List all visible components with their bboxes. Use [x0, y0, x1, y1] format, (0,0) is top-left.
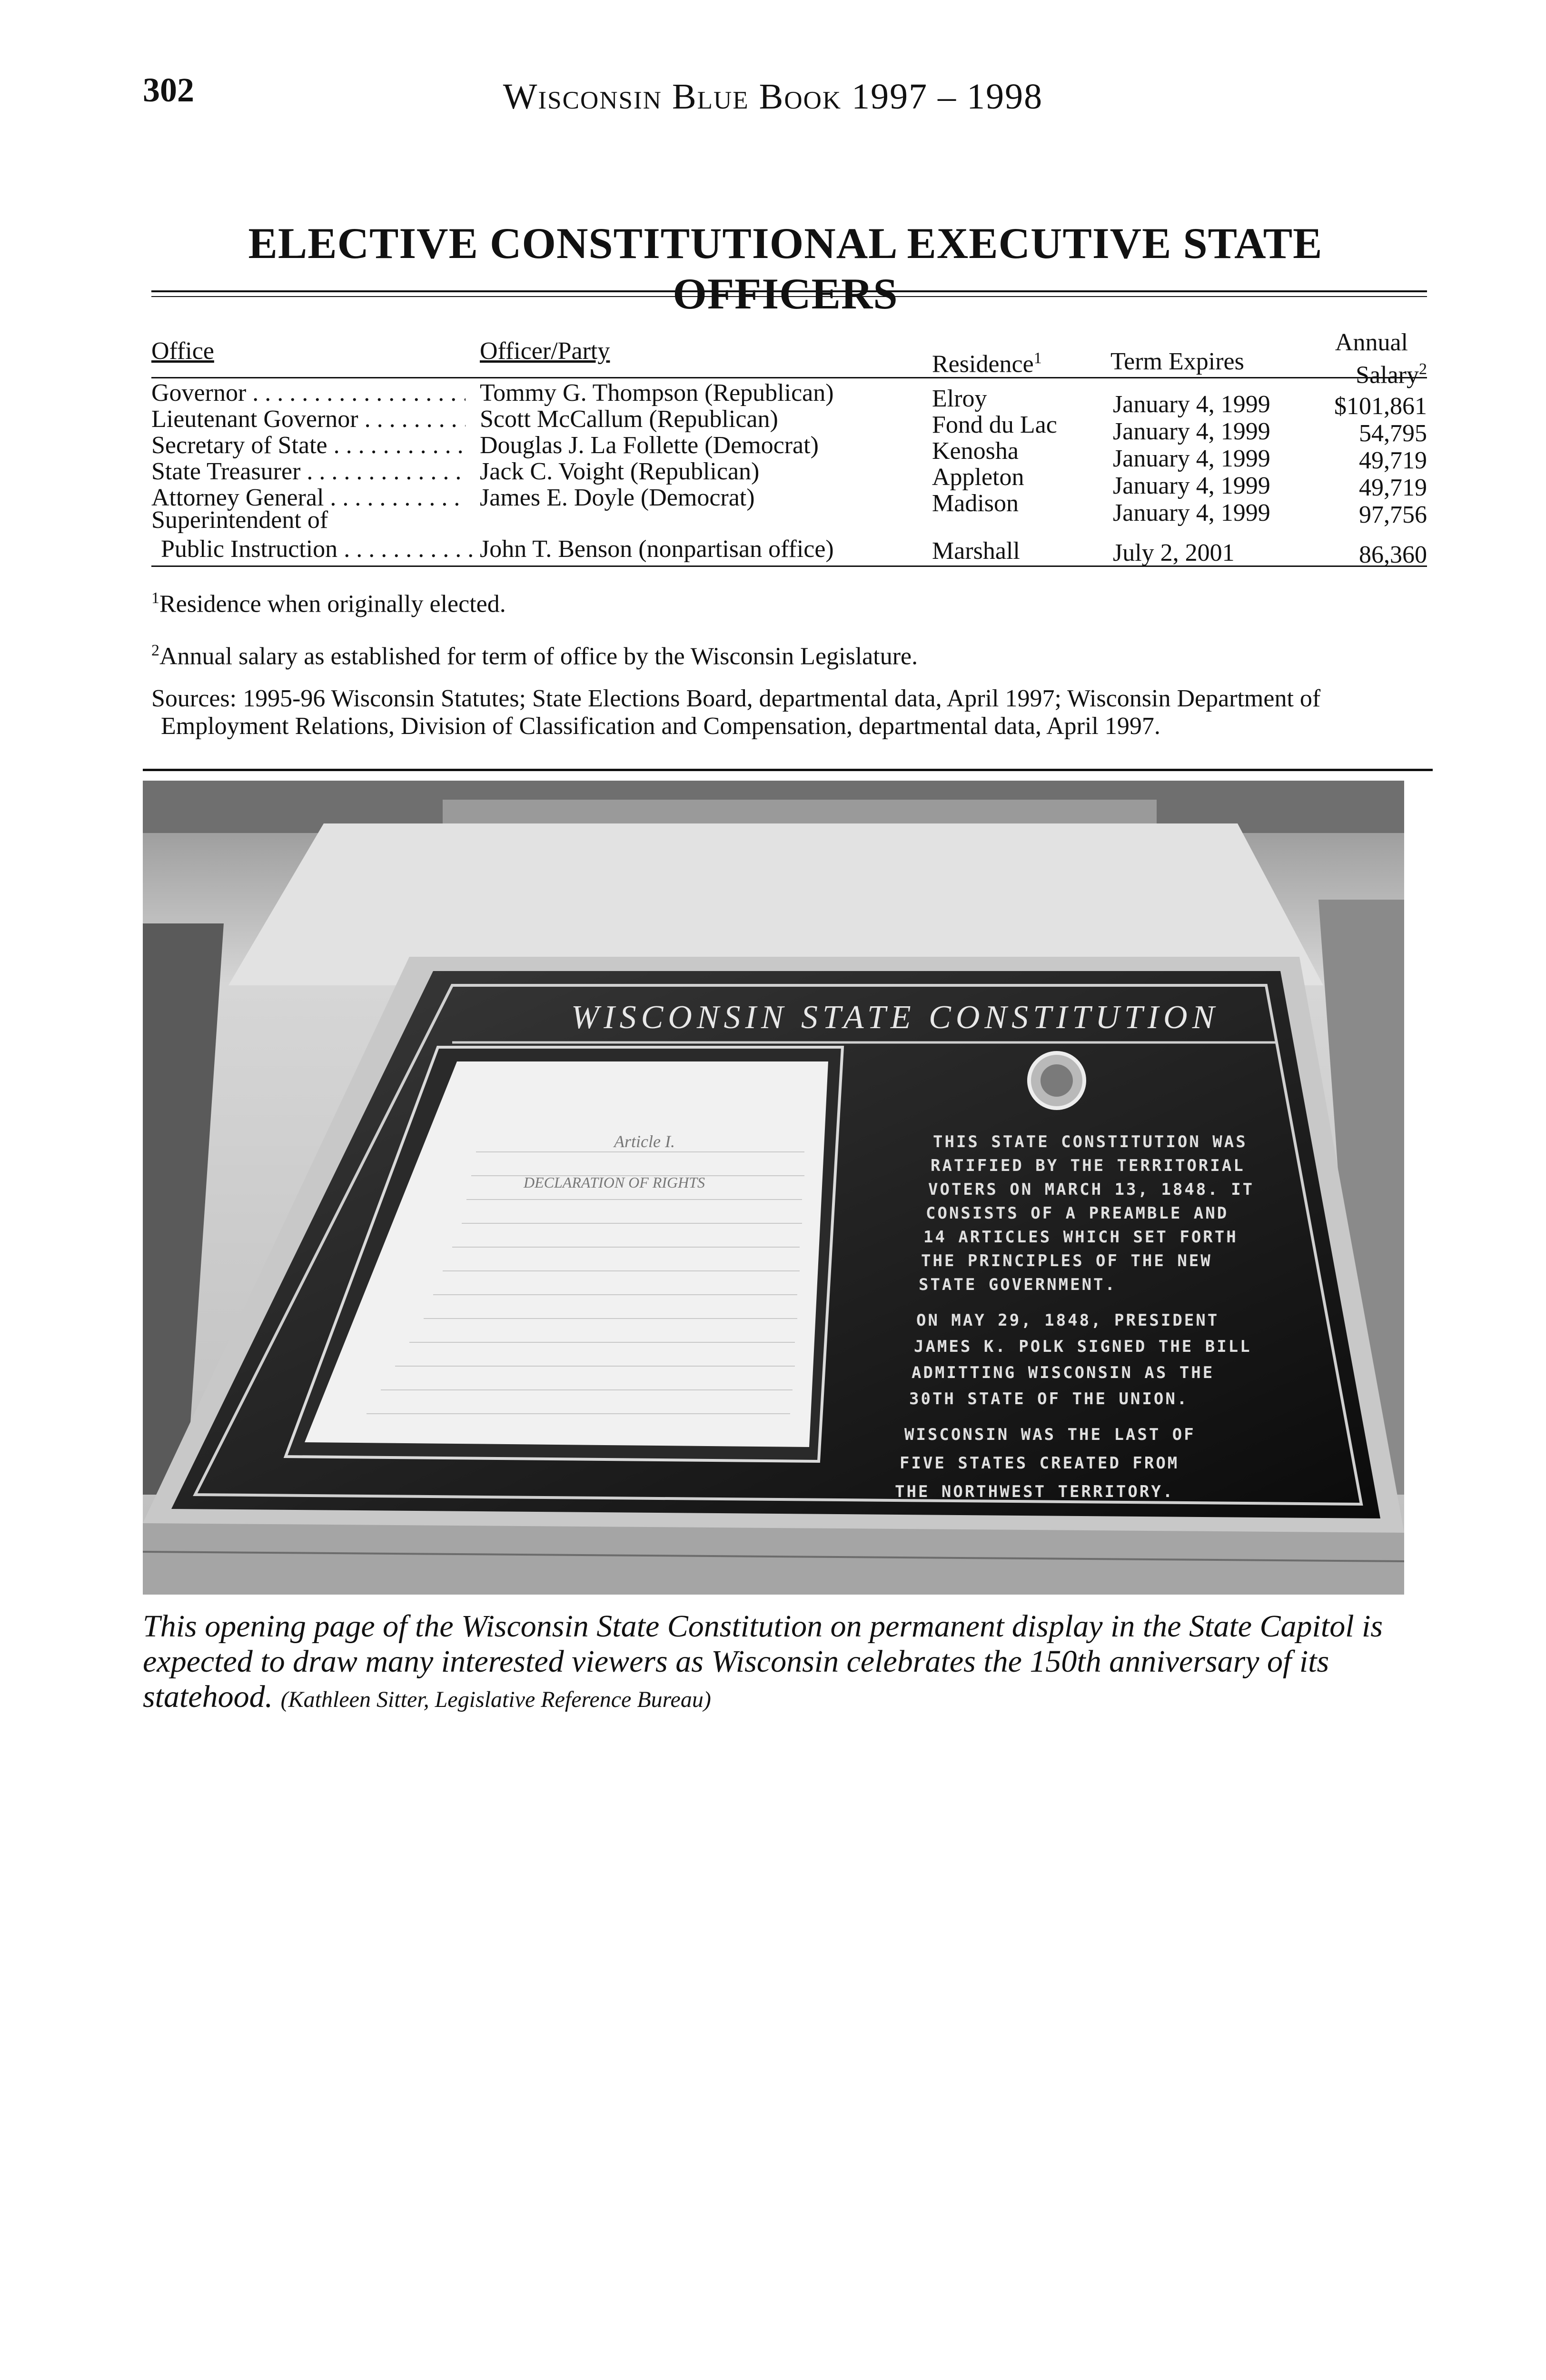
residence-cell: Marshall [932, 537, 1020, 565]
officer-cell: John T. Benson (nonpartisan office) [480, 536, 834, 563]
constitution-page-subheading: DECLARATION OF RIGHTS [524, 1174, 705, 1191]
office-cell: State Treasurer . . . [151, 458, 466, 485]
officer-cell: James E. Doyle (Democrat) [480, 484, 755, 511]
svg-text:30TH STATE OF THE UNION.: 30TH STATE OF THE UNION. [909, 1389, 1189, 1408]
residence-cell: Madison [932, 490, 1019, 517]
table-header [151, 314, 1427, 389]
svg-text:RATIFIED BY THE TERRITORIAL: RATIFIED BY THE TERRITORIAL [931, 1156, 1245, 1175]
header-rule [151, 377, 1427, 378]
salary-cell: 97,756 [1359, 501, 1427, 528]
term-cell: January 4, 1999 [1113, 418, 1270, 445]
caption-text: This opening page of the Wisconsin State Constitution on permanent display in the State Capitol is expected to draw many interested viewers as Wisconsin celebrates the 150th anniversary of its statehood. [143, 1609, 1383, 1714]
table-bottom-rule [151, 565, 1427, 567]
office-cell: Governor . . . [151, 380, 466, 406]
col-salary-header-line1: Annual [1335, 329, 1408, 356]
officer-cell: Scott McCallum (Republican) [480, 406, 778, 433]
svg-text:FIVE STATES CREATED FROM: FIVE STATES CREATED FROM [900, 1454, 1179, 1473]
office-cell: Public Instruction . . . [161, 536, 475, 562]
svg-text:ON MAY 29, 1848, PRESIDENT: ON MAY 29, 1848, PRESIDENT [916, 1311, 1219, 1330]
svg-text:14 ARTICLES WHICH SET FORTH: 14 ARTICLES WHICH SET FORTH [923, 1228, 1238, 1247]
svg-text:ADMITTING WISCONSIN AS THE: ADMITTING WISCONSIN AS THE [912, 1363, 1215, 1382]
svg-text:CONSISTS OF A PREAMBLE AND: CONSISTS OF A PREAMBLE AND [926, 1204, 1229, 1223]
officer-cell: Douglas J. La Follette (Democrat) [480, 432, 819, 459]
sources-note: Sources: 1995-96 Wisconsin Statutes; State Elections Board, departmental data, April 1997; Wisconsin Department of Employment Relations, Division of Classification and Compensation, departmental data, April 1997. [151, 684, 1321, 740]
photo-rule [143, 769, 1433, 771]
footnotes [151, 585, 1427, 740]
col-office-header: Office [151, 337, 214, 365]
table-row [151, 536, 1427, 568]
svg-text:JAMES K. POLK SIGNED THE BILL: JAMES K. POLK SIGNED THE BILL [914, 1337, 1252, 1356]
salary-cell: 54,795 [1359, 420, 1427, 447]
caption-credit: (Kathleen Sitter, Legislative Reference Bureau) [280, 1687, 711, 1712]
salary-cell: 49,719 [1359, 474, 1427, 501]
footnote-2: $^2$Annual salary as established for term of office by the Wisconsin Legislature. [151, 642, 918, 670]
section-title: ELECTIVE CONSTITUTIONAL EXECUTIVE STATE OFFICERS [248, 219, 1323, 318]
col-salary-header-line2: Salary$^2$ [1356, 360, 1427, 389]
term-cell: January 4, 1999 [1113, 445, 1270, 472]
residence-cell: Fond du Lac [932, 411, 1057, 438]
col-residence-header: Residence$^1$ [932, 349, 1042, 378]
title-rule-top [151, 290, 1427, 292]
term-cell: January 4, 1999 [1113, 391, 1270, 418]
residence-cell: Appleton [932, 464, 1024, 491]
office-cell: Lieutenant Governor . . . [151, 406, 466, 432]
salary-cell: 49,719 [1359, 447, 1427, 474]
photo-caption [143, 1609, 1428, 1717]
page-number: 302 [143, 71, 194, 109]
plaque-title: WISCONSIN STATE CONSTITUTION [571, 999, 1219, 1036]
residence-cell: Elroy [932, 385, 987, 412]
svg-text:VOTERS ON MARCH 13, 1848. IT: VOTERS ON MARCH 13, 1848. IT [928, 1180, 1255, 1199]
term-cell: January 4, 1999 [1113, 499, 1270, 526]
col-term-header: Term Expires [1110, 348, 1244, 375]
svg-text:STATE GOVERNMENT.: STATE GOVERNMENT. [919, 1275, 1117, 1294]
svg-text:WISCONSIN WAS THE LAST OF: WISCONSIN WAS THE LAST OF [904, 1425, 1196, 1444]
officer-cell: Jack C. Voight (Republican) [480, 458, 760, 485]
term-cell: July 2, 2001 [1113, 539, 1235, 566]
constitution-page-heading: Article I. [614, 1132, 675, 1151]
salary-cell: $101,861 [1334, 393, 1427, 420]
term-cell: January 4, 1999 [1113, 472, 1270, 499]
office-cell: Secretary of State . . . [151, 432, 466, 458]
salary-cell: 86,360 [1359, 541, 1427, 568]
office-cell: Attorney General . . . [151, 485, 466, 511]
running-head: Wisconsin Blue Book 1997 – 1998 [503, 77, 1043, 117]
svg-text:THIS STATE CONSTITUTION WAS: THIS STATE CONSTITUTION WAS [933, 1132, 1248, 1151]
title-rule-bottom [151, 296, 1427, 297]
office-cell-line1: Superintendent of [151, 506, 328, 534]
svg-text:THE PRINCIPLES OF THE NEW: THE PRINCIPLES OF THE NEW [921, 1251, 1212, 1270]
svg-text:THE NORTHWEST TERRITORY.: THE NORTHWEST TERRITORY. [895, 1482, 1175, 1501]
residence-cell: Kenosha [932, 437, 1019, 465]
officer-cell: Tommy G. Thompson (Republican) [480, 379, 834, 407]
footnote-1: $^1$Residence when originally elected. [151, 589, 506, 618]
col-officer-header: Officer/Party [480, 337, 610, 365]
constitution-photo [143, 781, 1404, 1595]
